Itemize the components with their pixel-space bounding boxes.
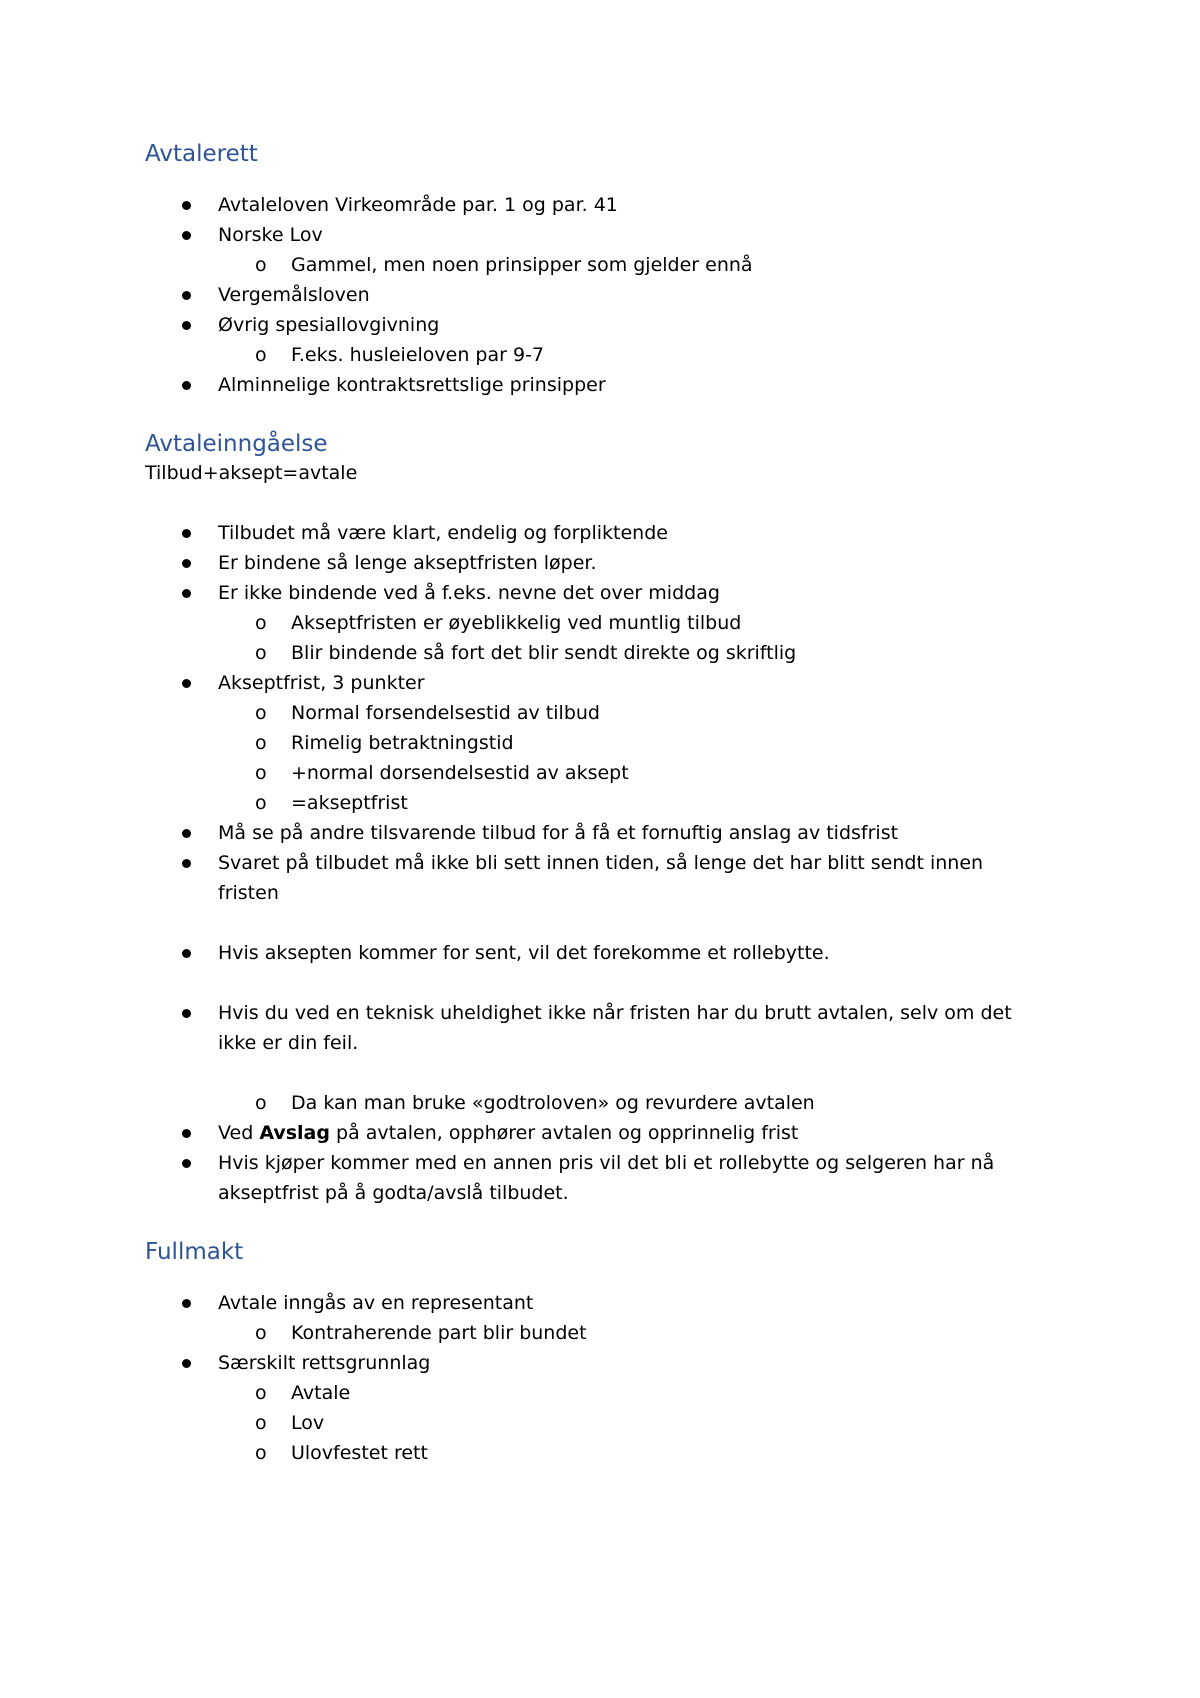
list-item: Vergemålsloven (145, 280, 1045, 310)
list-item: Alminnelige kontraktsrettslige prinsipper (145, 370, 1045, 400)
list-item: Øvrig spesiallovgivning (145, 310, 1045, 340)
heading-fullmakt: Fullmakt (145, 1239, 244, 1265)
circle-bullet-icon: o (255, 344, 267, 366)
list-avtaleinngaelse-teknisk (145, 998, 1045, 1058)
list-item-avslag: Ved Avslag på avtalen, opphører avtalen og opprinnelig frist (145, 1118, 1045, 1148)
list-item: Avtaleloven Virkeområde par. 1 og par. 41 (145, 190, 1045, 220)
bullet-dot-icon (182, 529, 191, 538)
bullet-dot-icon (182, 1159, 191, 1168)
circle-bullet-icon: o (255, 702, 267, 724)
bullet-dot-icon (182, 679, 191, 688)
list-avtalerett (145, 190, 1045, 400)
list-item: Hvis aksepten kommer for sent, vil det forekomme et rollebytte. (145, 938, 1045, 968)
list-item: Tilbudet må være klart, endelig og forpliktende (145, 518, 1045, 548)
list-item: Norske Lov (145, 220, 1045, 250)
bullet-dot-icon (182, 1009, 191, 1018)
list-item: Må se på andre tilsvarende tilbud for å få et fornuftig anslag av tidsfrist (145, 818, 1045, 848)
circle-bullet-icon: o (255, 762, 267, 784)
avslag-bold-text: Avslag (259, 1122, 330, 1144)
circle-bullet-icon: o (255, 1412, 267, 1434)
bullet-dot-icon (182, 829, 191, 838)
bullet-dot-icon (182, 589, 191, 598)
sub-list-item: o Rimelig betraktningstid (145, 728, 1045, 758)
sub-list-item: o Blir bindende så fort det blir sendt direkte og skriftlig (145, 638, 1045, 668)
list-item: Akseptfrist, 3 punkter (145, 668, 1045, 698)
list-fullmakt (145, 1288, 1045, 1468)
bullet-dot-icon (182, 291, 191, 300)
circle-bullet-icon: o (255, 792, 267, 814)
list-item: Hvis kjøper kommer med en annen pris vil det bli et rollebytte og selgeren har nå akseptfrist på å godta/avslå tilbudet. (145, 1148, 1045, 1208)
list-avtaleinngaelse-slutt (145, 1088, 1045, 1208)
sub-list-item: o =akseptfrist (145, 788, 1045, 818)
sub-list-item: o F.eks. husleieloven par 9-7 (145, 340, 1045, 370)
heading-avtaleinngaelse: Avtaleinngåelse (145, 431, 328, 457)
list-avtaleinngaelse (145, 518, 1045, 908)
sub-list-item: o Avtale (145, 1378, 1045, 1408)
bullet-dot-icon (182, 231, 191, 240)
circle-bullet-icon: o (255, 254, 267, 276)
list-item: Er ikke bindende ved å f.eks. nevne det over middag (145, 578, 1045, 608)
sub-list-item: o Akseptfristen er øyeblikkelig ved muntlig tilbud (145, 608, 1045, 638)
sub-list-item: o Normal forsendelsestid av tilbud (145, 698, 1045, 728)
list-item: Hvis du ved en teknisk uheldighet ikke når fristen har du brutt avtalen, selv om det ikke er din feil. (145, 998, 1045, 1058)
bullet-dot-icon (182, 559, 191, 568)
circle-bullet-icon: o (255, 642, 267, 664)
bullet-dot-icon (182, 321, 191, 330)
document-page (145, 140, 1045, 1468)
list-avtaleinngaelse-rollebytte (145, 938, 1045, 968)
circle-bullet-icon: o (255, 1092, 267, 1114)
list-item: Svaret på tilbudet må ikke bli sett innen tiden, så lenge det har blitt sendt innen fristen (145, 848, 1045, 908)
bullet-dot-icon (182, 381, 191, 390)
bullet-dot-icon (182, 859, 191, 868)
list-item: Er bindene så lenge akseptfristen løper. (145, 548, 1045, 578)
sub-list-item: o Lov (145, 1408, 1045, 1438)
list-item: Avtale inngås av en representant (145, 1288, 1045, 1318)
intro-text: Tilbud+aksept=avtale (145, 462, 358, 484)
sub-list-item: o Da kan man bruke «godtroloven» og revurdere avtalen (145, 1088, 1045, 1118)
circle-bullet-icon: o (255, 1322, 267, 1344)
sub-list-item: o Ulovfestet rett (145, 1438, 1045, 1468)
bullet-dot-icon (182, 1129, 191, 1138)
list-item: Særskilt rettsgrunnlag (145, 1348, 1045, 1378)
circle-bullet-icon: o (255, 732, 267, 754)
circle-bullet-icon: o (255, 1442, 267, 1464)
sub-list-item: o +normal dorsendelsestid av aksept (145, 758, 1045, 788)
bullet-dot-icon (182, 201, 191, 210)
circle-bullet-icon: o (255, 612, 267, 634)
heading-avtalerett: Avtalerett (145, 141, 258, 167)
sub-list-item: o Gammel, men noen prinsipper som gjelder ennå (145, 250, 1045, 280)
bullet-dot-icon (182, 1299, 191, 1308)
sub-list-item: o Kontraherende part blir bundet (145, 1318, 1045, 1348)
bullet-dot-icon (182, 1359, 191, 1368)
bullet-dot-icon (182, 949, 191, 958)
circle-bullet-icon: o (255, 1382, 267, 1404)
